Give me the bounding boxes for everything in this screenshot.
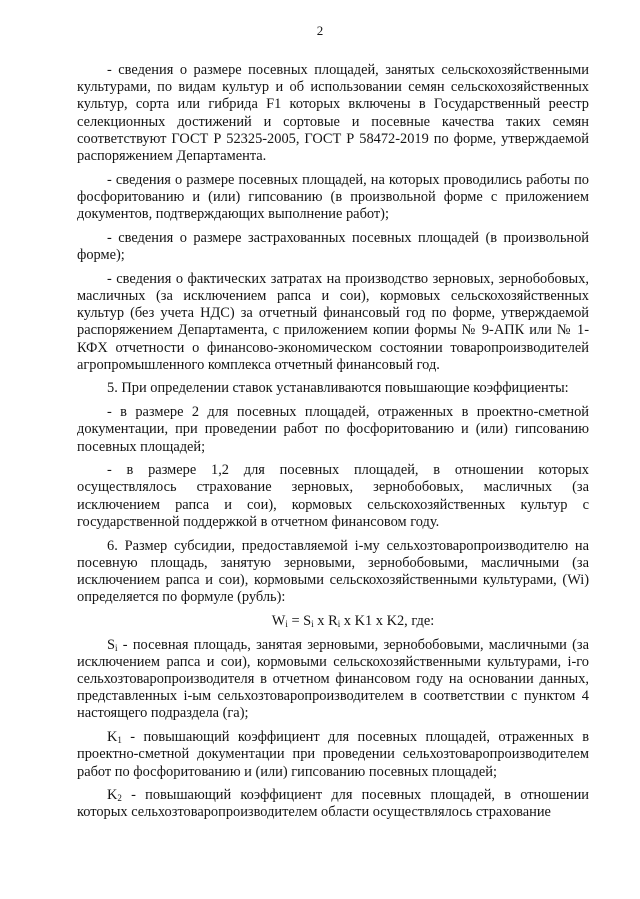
formula-r-subscript: i	[337, 618, 341, 629]
definition-k1-subscript: 1	[117, 735, 122, 746]
paragraph-item-5: 5. При определении ставок устанавливаются повышающие коэффициенты:	[107, 380, 569, 397]
definition-s	[77, 637, 589, 723]
definition-s-subscript: i	[115, 642, 118, 653]
definition-k2-symbol: K	[107, 787, 118, 804]
formula-w-subscript: i	[285, 618, 288, 629]
definition-k1	[77, 729, 589, 781]
subsidy-formula	[117, 613, 589, 630]
page-number: 2	[316, 23, 324, 38]
definition-s-text: - посевная площадь, занятая зерновыми, зернобобовыми, масличными (за исключением рапса и сои), кормовыми сельскохозяйственными культурами, i-го сельхозтоваропроизводителя в отчетном финансовом году на основании данных, представленных i-ым сельхозтоваропроизводителем в соответствии с пунктом 4 настоящего подраздела (га);	[77, 636, 589, 722]
definition-k2-text: - повышающий коэффициент для посевных площадей, в отношении которых сельхозтоваропроизводителем области осуществлялось страхование	[77, 787, 589, 821]
formula-x-r: x R	[313, 612, 338, 629]
definition-k2-subscript: 2	[117, 793, 122, 804]
paragraph-actual-costs-info: - сведения о фактических затратах на производство зерновых, зернобобовых, масличных (за исключением рапса и сои), кормовых сельскохозяйственных культур (без учета НДС) за отчетный финансовый год по форме, утверждаемой распоряжением Департамента, с приложением копии формы № 9-АПК или № 1-КФХ отчетности о финансово-экономическом состоянии товаропроизводителей агропромышленного комплекса отчетный финансовый год.	[77, 270, 589, 373]
formula-s-subscript: i	[311, 618, 314, 629]
document-body	[77, 62, 589, 828]
paragraph-coefficient-2: - в размере 2 для посевных площадей, отраженных в проектно-сметной документации, при проведении работ по фосфоритованию и (или) гипсованию посевных площадей;	[77, 404, 589, 455]
definition-k1-text: - повышающий коэффициент для посевных площадей, отраженных в проектно-сметной документации при проведении сельхозтоваропроизводителем работ по фосфоритованию и (или) гипсованию посевных площадей;	[77, 729, 589, 780]
formula-w: W	[271, 612, 286, 629]
paragraph-item-6: 6. Размер субсидии, предоставляемой i-му сельхозтоваропроизводителю на посевную площадь, занятую зерновыми, зернобобовыми, масличными (за исключением рапса и сои), кормовыми сельскохозяйственными культурами, (Wi) определяется по формуле (рубль):	[77, 537, 589, 606]
paragraph-insured-area-info: - сведения о размере застрахованных посевных площадей (в произвольной форме);	[77, 229, 589, 264]
formula-x-k: x K1 x K2, где:	[340, 612, 435, 629]
paragraph-phosphorite-info: - сведения о размере посевных площадей, на которых проводились работы по фосфоритованию и (или) гипсованию (в произвольной форме с приложением документов, подтверждающих выполнение работ);	[77, 171, 589, 223]
definition-k2	[77, 787, 589, 821]
paragraph-coefficient-1-2: - в размере 1,2 для посевных площадей, в отношении которых осуществлялось страхование зерновых, зернобобовых, масличных (за исключением рапса и сои), кормовых сельскохозяйственных культур с государственной поддержкой в отчетном финансовом году.	[77, 462, 589, 530]
definition-k1-symbol: K	[107, 729, 118, 746]
definition-s-symbol: S	[107, 636, 116, 653]
paragraph-sown-area-info: - сведения о размере посевных площадей, занятых сельскохозяйственными культурами, по видам культур и об использовании семян сельскохозяйственных культур, сорта или гибрида F1 которых включены в Государственный реестр селекционных достижений и сортовые и посевные качества таких семян соответствуют ГОСТ Р 52325-2005, ГОСТ Р 58472-2019 по форме, утверждаемой распоряжением Департамента.	[77, 62, 589, 165]
formula-eq-s: = S	[287, 612, 312, 629]
